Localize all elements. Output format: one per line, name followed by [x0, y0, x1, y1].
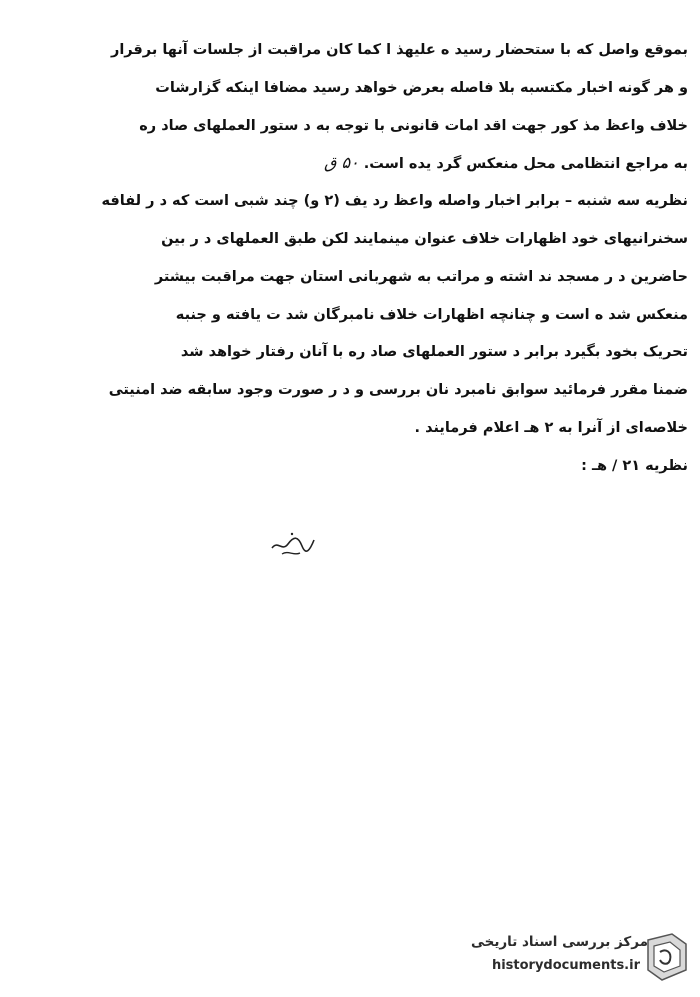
document-body	[18, 40, 688, 494]
text-line-3: خلاف واعظ مذ کور جهت اقد امات قانونی با توجه به د ستور العملهای صاد ره	[139, 117, 688, 134]
watermark-url: historydocuments.ir	[491, 958, 640, 973]
archive-logo-icon	[642, 930, 690, 984]
watermark-title: مرکز بررسی اسناد تاریخی	[470, 934, 648, 950]
handwritten-signature	[268, 526, 318, 562]
text-line-4-body: به مراجع انتظامی محل منعکس گرد یده است.	[363, 156, 688, 173]
text-line-8: منعکس شد ه است و چنانچه اظهارات خلاف نامبرگان شد ت یافته و جنبه	[175, 306, 688, 323]
text-line-1: بموقع واصل که با ستحضار رسید ه علیهذ ا کما کان مراقبت از جلسات آنها برقرار	[110, 42, 688, 58]
text-line-5: نظریه سه شنبه – برابر اخبار واصله واعظ رد یف (۲ و) چند شبی است که د ر لفافه	[101, 193, 688, 210]
text-line-10: ضمنا مقرر فرمائید سوابق نامبرد نان بررسی و د ر صورت وجود سابقه ضد امنیتی	[108, 382, 688, 399]
text-line-9: تحریک بخود بگیرد برابر د ستور العملهای صاد ره با آنان رفتار خواهد شد	[180, 344, 688, 361]
handwritten-initials: ۵۰ ق	[324, 153, 359, 173]
text-line-7: حاضرین د ر مسجد ند اشته و مراتب به شهربانی استان جهت مراقبت بیشتر	[154, 268, 688, 285]
text-line-2: و هر گونه اخبار مکتسبه بلا فاصله بعرض خواهد رسید مضافا اینکه گزارشات	[155, 79, 688, 96]
text-line-6: سخنرانیهای خود اظهارات خلاف عنوان مینمایند لکن طبق العملهای د ر بین	[161, 230, 688, 247]
text-line-12: نظریه ۲۱ / هـ :	[581, 457, 688, 474]
text-line-11: خلاصه‌ای از آنرا به ۲ هـ اعلام فرمایند .	[414, 419, 688, 436]
text-line-4	[18, 153, 688, 173]
